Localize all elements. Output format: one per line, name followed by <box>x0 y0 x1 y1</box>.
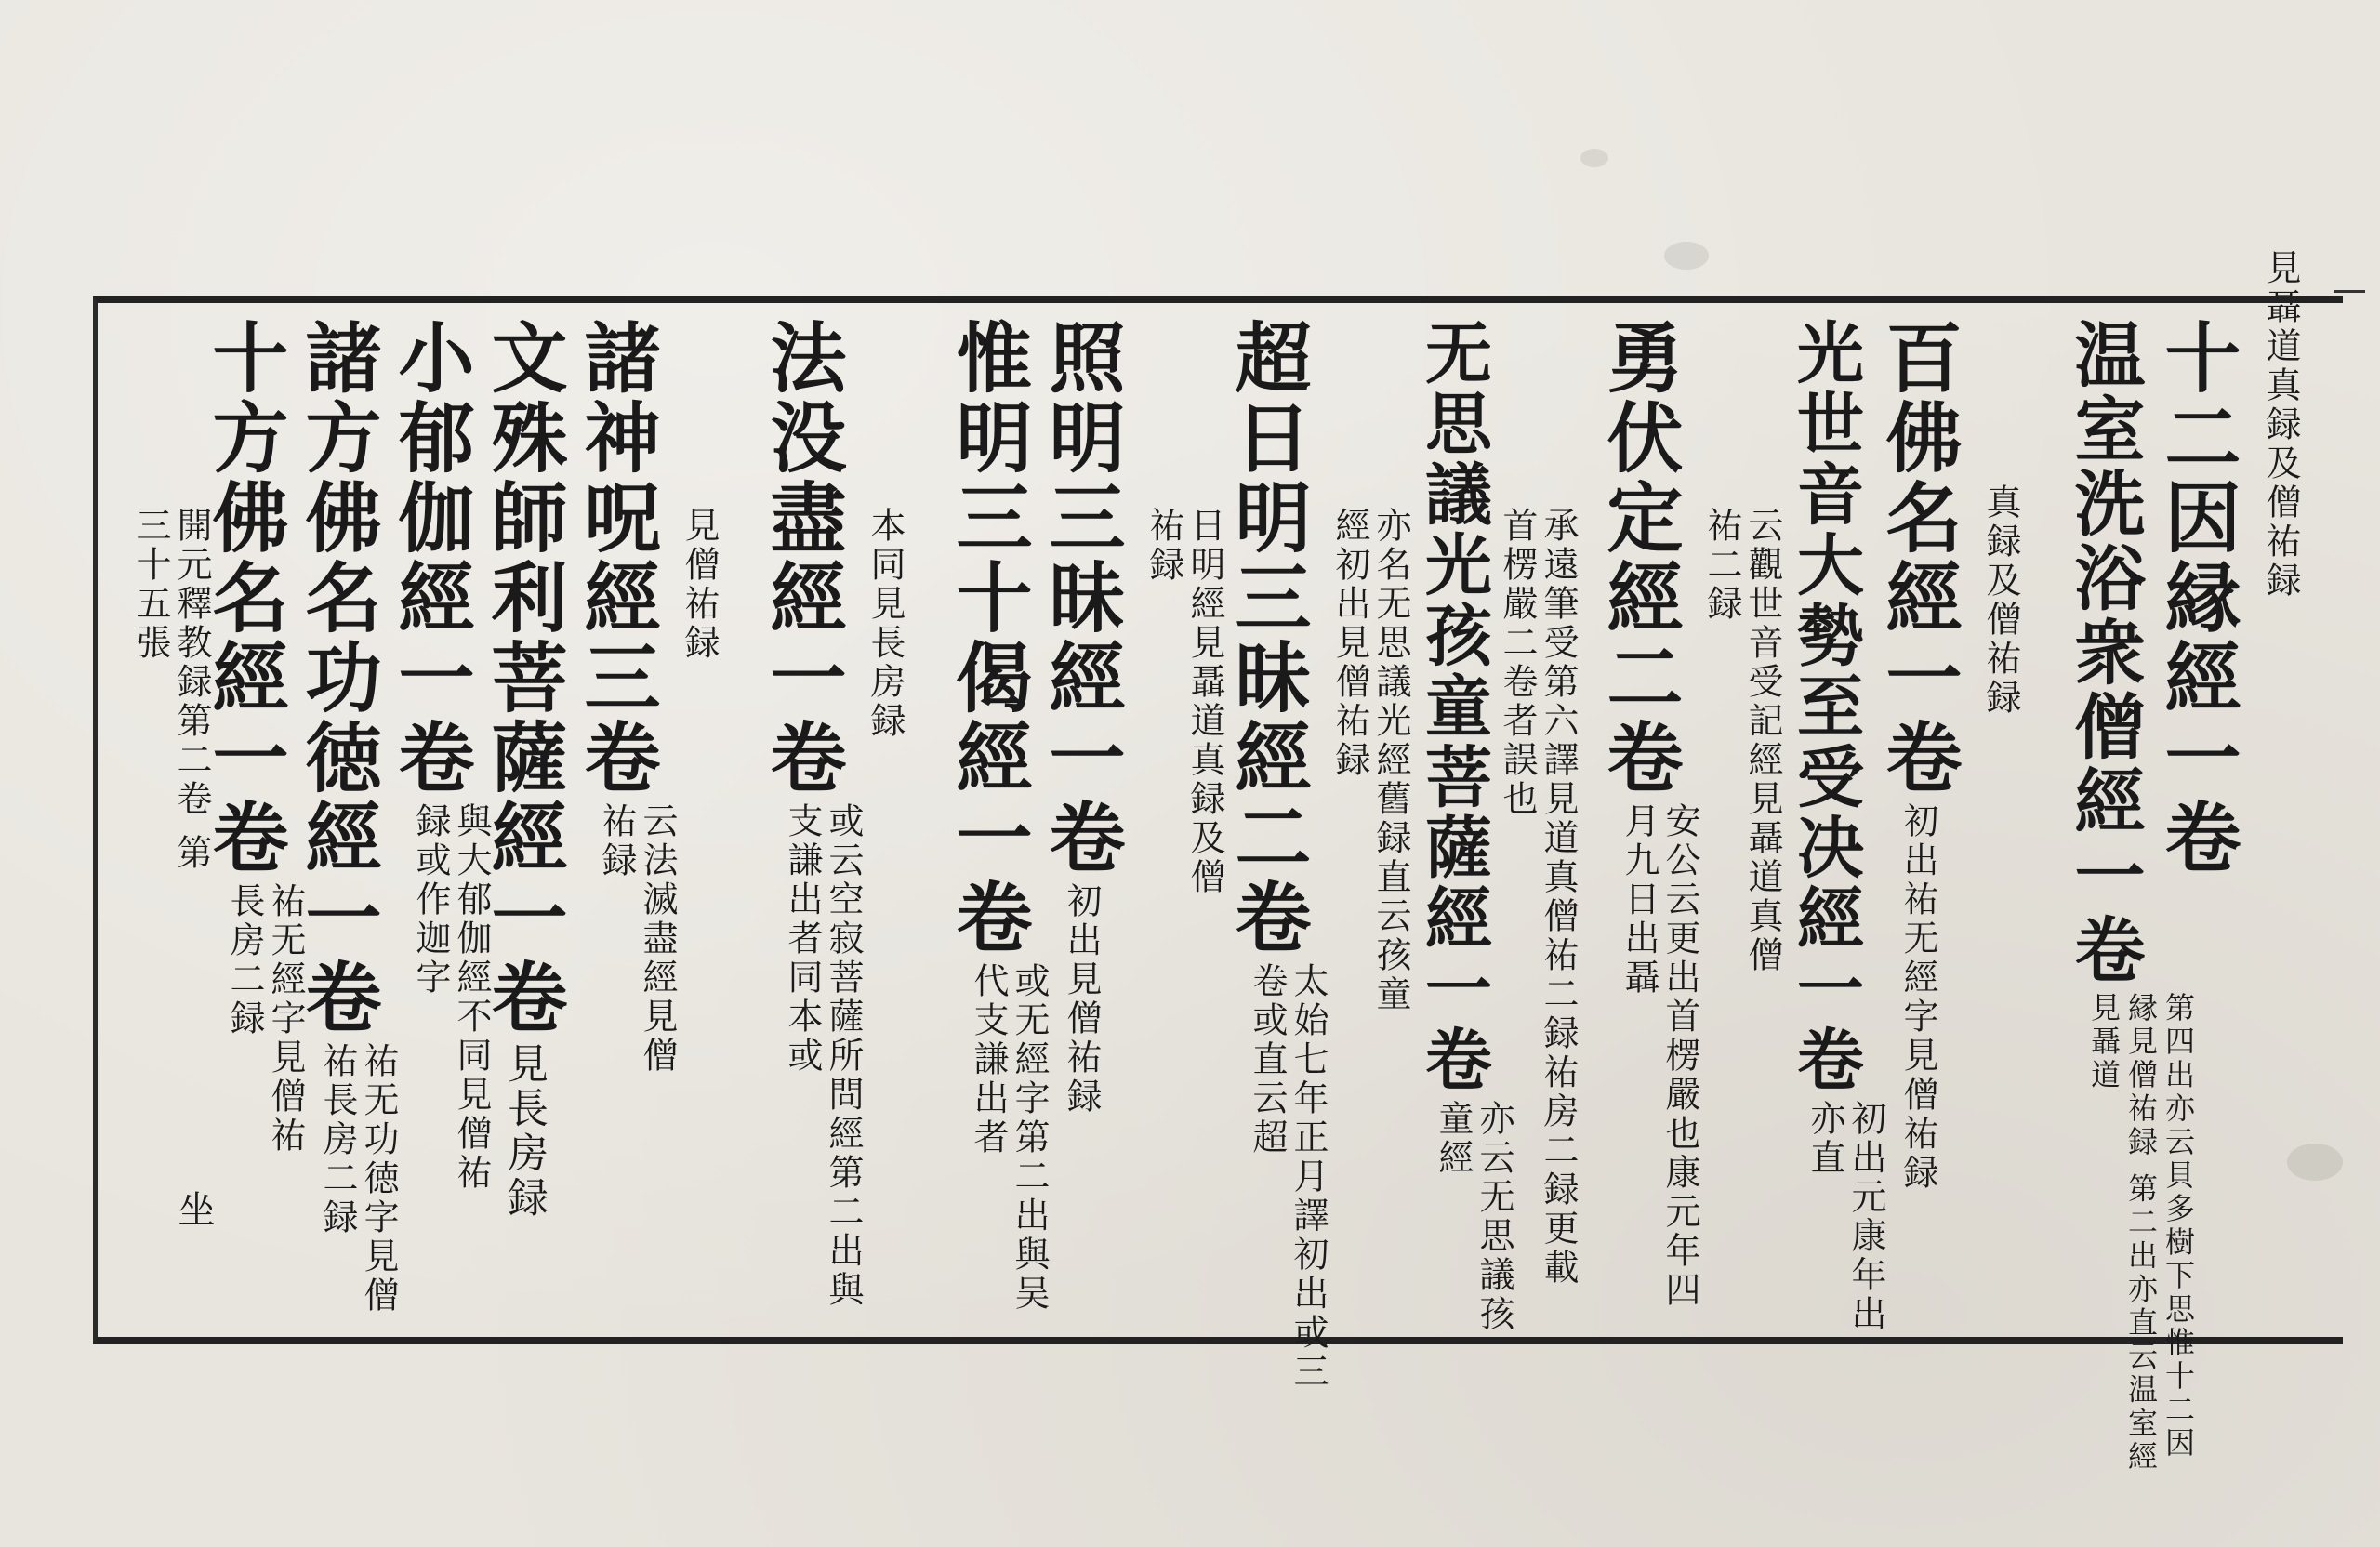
entry-annotation: 與大郁伽經不同見僧祐録或作迦字 <box>410 802 492 1194</box>
entry-column <box>1873 318 1963 1194</box>
entry-annotation: 太始七年正月譯初出或三卷或直云超 <box>1247 962 1329 1393</box>
entry-title: 十方佛名經一卷 <box>200 318 289 878</box>
entry-annotation: 初出元康年出亦直 <box>1805 1100 1886 1335</box>
entry-title: 諸方佛名功徳經一卷 <box>293 318 382 1038</box>
entry-column <box>760 318 864 1323</box>
annotation-column: 承遠筆受第六譯見道真僧祐二録祐房二録更載首楞嚴二卷者誤也 <box>1497 507 1579 1288</box>
entry-title: 惟明三十偈經一卷 <box>944 318 1033 958</box>
entry-column <box>1783 318 1886 1342</box>
entry-title: 光世音大勢至受决經一卷 <box>1786 318 1865 1095</box>
entry-annotation: 見長房録 <box>500 1042 548 1222</box>
entry-annotation: 安公云更出首楞嚴也康元年四月九日出聶 <box>1619 802 1700 1311</box>
entry-title: 十二因縁經一卷 <box>2152 318 2241 878</box>
footer-annotation: 開元釋教録第二卷 第三十五張 <box>130 507 212 874</box>
entry-title: 温室洗浴衆僧經一卷 <box>2063 318 2146 987</box>
entry-title: 百佛名經一卷 <box>1873 318 1963 798</box>
entry-title: 超日明三昧經二卷 <box>1223 318 1312 958</box>
entry-title: 照明三昧經一卷 <box>1037 318 1126 878</box>
entry-column <box>1225 318 1329 1408</box>
entry-column <box>572 318 678 1081</box>
annotation-column: 日明經見聶道真録及僧祐録 <box>1144 507 1225 897</box>
entry-title: 勇伏定經二卷 <box>1594 318 1684 798</box>
entry-column <box>479 318 568 1222</box>
entry-column <box>1037 318 1126 1117</box>
top-margin-note: 見聶道真録及僧祐録 <box>2260 249 2301 601</box>
entry-annotation: 或无經字第二出與吴代支謙出者 <box>968 962 1050 1315</box>
entry-column <box>386 318 492 1194</box>
ink-smudge <box>1664 242 1709 270</box>
entry-annotation: 云法滅盡經見僧祐録 <box>596 802 678 1077</box>
entry-annotation: 亦云无思議孩童經 <box>1433 1100 1514 1335</box>
annotation-column: 云觀世音受記經見聶道真僧祐二録 <box>1701 507 1783 975</box>
entry-title: 諸神呪經三卷 <box>572 318 661 798</box>
annotation-column: 亦名无思議光經舊録直云孩童經初出見僧祐録 <box>1329 507 1411 1014</box>
entry-column <box>293 318 399 1321</box>
entry-annotation: 第四出亦云貝多樹下思惟十二因縁見僧祐録 第二出亦直云温室經見聶道 <box>2086 992 2196 1474</box>
entry-title: 法没盡經一卷 <box>758 318 847 798</box>
entry-annotation: 初出見僧祐録 <box>1061 882 1102 1117</box>
entry-column <box>1594 318 1700 1323</box>
entry-column <box>1411 318 1514 1342</box>
entry-title: 文殊師利菩薩經一卷 <box>479 318 568 1038</box>
annotation-column: 真録及僧祐録 <box>1980 483 2021 718</box>
tail-mark: 坐 <box>172 1190 215 1231</box>
entry-column <box>946 318 1050 1316</box>
entry-annotation: 初出祐无經字見僧祐録 <box>1897 802 1938 1194</box>
annotation-column: 本同見長房録 <box>865 507 906 741</box>
entry-title: 小郁伽經一卷 <box>386 318 475 798</box>
entry-annotation: 祐无經字見僧祐長房二録 <box>224 882 306 1157</box>
entry-column <box>200 318 306 1161</box>
entry-annotation: 或云空寂菩薩所問經第二出與支謙出者同本或 <box>782 802 864 1311</box>
annotation-column: 見僧祐録 <box>679 507 720 663</box>
entry-column <box>2062 318 2197 1475</box>
frame-corner-rule <box>2334 290 2365 293</box>
entry-annotation: 祐无功徳字見僧祐長房二録 <box>317 1042 399 1316</box>
ink-smudge <box>1580 149 1608 167</box>
entry-title: 无思議光孩童菩薩經一卷 <box>1414 318 1493 1095</box>
